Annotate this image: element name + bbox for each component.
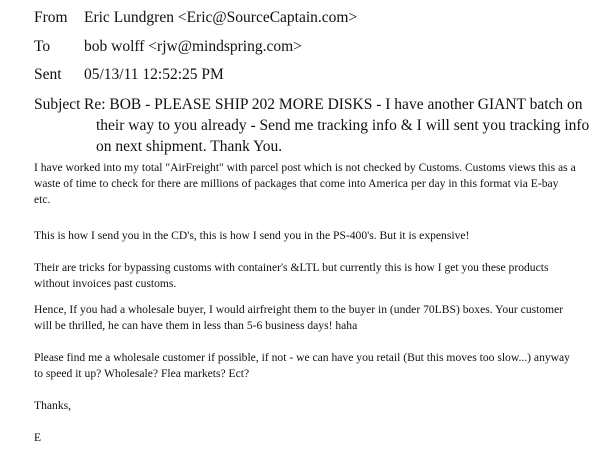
closing	[34, 398, 594, 414]
signature-text: E	[34, 431, 42, 444]
signature	[34, 430, 594, 446]
body-line: waste of time to check for there are millions of packages that come into America per day in this format via E-bay	[34, 177, 559, 190]
body-line: Their are tricks for bypassing customs with container's &LTL but currently this is how I get you these products	[34, 261, 549, 274]
body-paragraph-4	[34, 302, 594, 334]
body-line: to speed it up? Wholesale? Flea markets? Ect?	[34, 367, 250, 380]
body-line: Hence, If you had a wholesale buyer, I would airfreight them to the buyer in (under 70LBS) boxes. Your customer	[34, 303, 564, 316]
subject-line: their way to you already - Send me tracking info & I will sent you tracking info	[96, 117, 590, 134]
sent-label: Sent	[34, 66, 62, 83]
subject-line: Re: BOB - PLEASE SHIP 202 MORE DISKS - I have another GIANT batch on	[84, 96, 583, 113]
subject-label: Subject	[34, 96, 81, 113]
body-line: will be thrilled, he can have them in less than 5-6 business days! haha	[34, 319, 358, 332]
sent-value: 05/13/11 12:52:25 PM	[84, 66, 224, 83]
body-line: etc.	[34, 193, 51, 206]
body-paragraph-5	[34, 350, 594, 382]
body-line: without invoices past customs.	[34, 277, 177, 290]
body-line: This is how I send you in the CD's, this is how I send you in the PS-400's. But it is expensive!	[34, 229, 470, 242]
from-label: From	[34, 9, 68, 26]
subject-line: on next shipment. Thank You.	[96, 138, 283, 155]
to-label: To	[34, 38, 51, 55]
body-paragraph-3	[34, 260, 594, 292]
body-paragraph-1	[34, 160, 594, 208]
closing-text: Thanks,	[34, 399, 72, 412]
body-line: Please find me a wholesale customer if possible, if not - we can have you retail (But this moves too slow...) anyway	[34, 351, 570, 364]
body-paragraph-2	[34, 228, 594, 244]
to-value: bob wolff <rjw@mindspring.com>	[84, 38, 302, 55]
from-value: Eric Lundgren <Eric@SourceCaptain.com>	[84, 9, 358, 26]
body-line: I have worked into my total "AirFreight" with parcel post which is not checked by Customs. Customs views this as a	[34, 161, 576, 174]
subject-text	[84, 94, 594, 157]
